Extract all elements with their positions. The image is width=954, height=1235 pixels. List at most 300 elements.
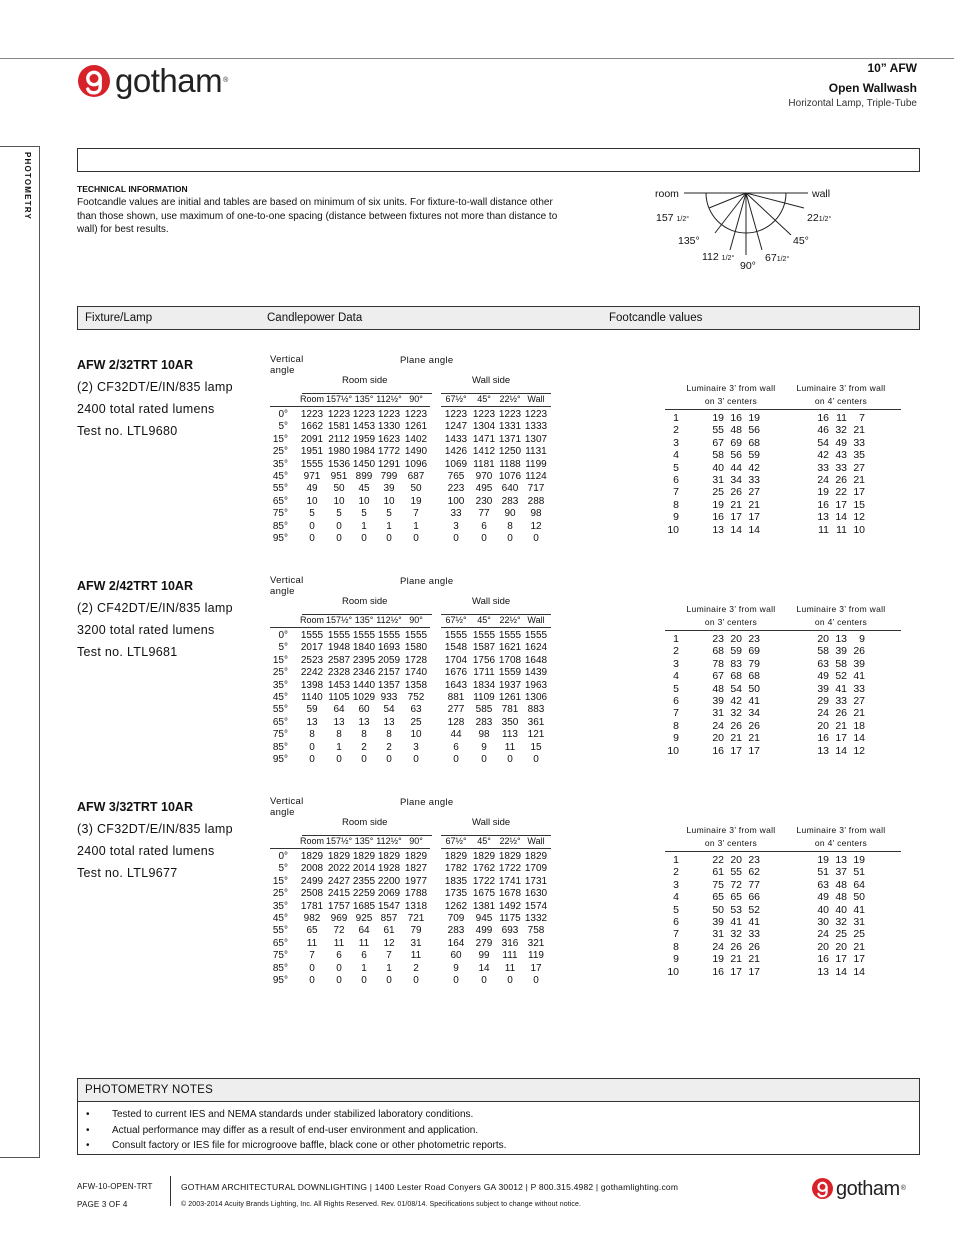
- footcandle-value: 24: [712, 719, 724, 732]
- candlepower-value: 1937: [498, 679, 522, 691]
- vertical-angle: 85°: [272, 741, 288, 753]
- column-header: 45°: [477, 394, 491, 404]
- candlepower-value: 60: [358, 704, 370, 716]
- candlepower-value: 2069: [377, 888, 401, 900]
- angle-90-label: 90°: [740, 260, 756, 272]
- header-candlepower: Candlepower Data: [267, 312, 363, 324]
- footcandle-value: 51: [853, 866, 865, 879]
- footcandle-value: 11: [836, 412, 847, 424]
- candlepower-value: 1548: [444, 642, 468, 654]
- candlepower-value: 283: [447, 925, 465, 937]
- footcandle-value: 21: [748, 732, 760, 745]
- candlepower-value: 283: [475, 716, 493, 728]
- candlepower-value: 0: [481, 754, 487, 765]
- candlepower-value: 1357: [377, 679, 401, 691]
- footcandle-value: 62: [748, 866, 760, 879]
- candlepower-value: 1829: [472, 851, 496, 862]
- candlepower-value: 1555: [352, 630, 376, 641]
- footcandle-value: 20: [730, 854, 742, 866]
- candlepower-value: 1662: [300, 421, 324, 433]
- photometry-notes: [77, 1078, 920, 1155]
- footcandle-value: 16: [817, 412, 829, 424]
- footcandle-value: 56: [748, 424, 760, 437]
- candlepower-value: 2112: [328, 433, 350, 445]
- candlepower-value: 1307: [524, 433, 548, 445]
- vertical-angle: 35°: [272, 900, 288, 912]
- footcandle-value: 17: [730, 744, 742, 757]
- candlepower-value: 11: [358, 937, 370, 949]
- footcandle-value: 50: [853, 891, 865, 904]
- candlepower-value: 277: [447, 704, 465, 716]
- candlepower-value: 1555: [300, 458, 324, 470]
- candlepower-value: 63: [410, 704, 422, 716]
- footcandle-value: 17: [853, 953, 865, 966]
- footcandle-value: 24: [817, 928, 829, 941]
- distance-value: 1: [673, 412, 679, 424]
- table-rule: [441, 848, 551, 849]
- footcandle-value: 20: [712, 732, 724, 745]
- footcandle-value: 46: [817, 424, 829, 437]
- candlepower-value: 945: [475, 913, 493, 924]
- candlepower-value: 1709: [524, 863, 548, 875]
- candlepower-value: 499: [475, 925, 493, 937]
- candlepower-value: 10: [410, 729, 422, 741]
- footcandle-value: 68: [712, 645, 724, 658]
- candlepower-table: [270, 576, 560, 776]
- footcandle-header: Luminaire 3’ from wall on 3’ centers: [686, 383, 776, 406]
- footcandle-value: 16: [712, 965, 724, 978]
- candlepower-value: 1581: [327, 421, 351, 433]
- title-block: [788, 60, 917, 110]
- angle-157-label: 157 1/2°: [656, 212, 690, 224]
- candlepower-value: 0: [361, 754, 367, 765]
- footcandle-value: 21: [748, 498, 760, 511]
- footcandle-value: 11: [818, 523, 829, 536]
- distance-value: 3: [673, 436, 679, 449]
- footcandle-value: 21: [853, 707, 865, 720]
- column-header: Room: [299, 836, 324, 846]
- candlepower-value: 9: [481, 741, 487, 753]
- footcandle-value: 26: [730, 486, 742, 499]
- candlepower-value: 971: [303, 471, 321, 482]
- footcandle-value: 14: [853, 732, 865, 745]
- candlepower-value: 1621: [498, 642, 522, 654]
- angle-67-label: 671/2°: [765, 252, 790, 264]
- candlepower-value: 11: [410, 950, 422, 962]
- candlepower-value: 1492: [498, 900, 522, 912]
- candlepower-value: 1834: [472, 679, 496, 691]
- footcandle-value: 83: [730, 657, 742, 670]
- candlepower-value: 1762: [472, 863, 496, 875]
- vertical-angle: 45°: [272, 913, 288, 924]
- candlepower-value: 2395: [352, 654, 376, 666]
- candlepower-value: 1756: [472, 654, 496, 666]
- footcandle-value: 12: [853, 511, 865, 524]
- distance-value: 4: [673, 449, 679, 462]
- footcandle-value: 24: [712, 940, 724, 953]
- distance-value: 4: [673, 891, 679, 904]
- candlepower-value: 1069: [444, 458, 468, 470]
- footcandle-value: 65: [712, 891, 724, 904]
- candlepower-value: 0: [413, 754, 419, 765]
- fixture-lamp: (2) CF42DT/E/IN/835 lamp: [77, 601, 233, 615]
- footcandle-value: 33: [853, 436, 865, 449]
- candlepower-value: 1630: [524, 888, 548, 900]
- footcandle-value: 63: [817, 878, 829, 891]
- plane-angle-label: Plane angle: [400, 797, 454, 808]
- column-header: 135°: [354, 394, 374, 404]
- candlepower-value: 361: [527, 716, 545, 728]
- footcandle-value: 40: [712, 461, 724, 474]
- footcandle-value: 21: [853, 474, 865, 486]
- footcandle-value: 50: [748, 682, 760, 695]
- candlepower-value: 59: [306, 704, 318, 716]
- distance-value: 2: [673, 645, 679, 658]
- wall-side-label: Wall side: [472, 375, 511, 386]
- candlepower-value: 0: [361, 975, 367, 986]
- candlepower-value: 0: [481, 975, 487, 986]
- column-header: Wall: [527, 394, 545, 404]
- plane-angle-label: Plane angle: [400, 355, 454, 366]
- candlepower-value: 65: [306, 925, 318, 937]
- candlepower-value: 1757: [327, 900, 351, 912]
- footcandle-value: 39: [853, 657, 865, 670]
- distance-value: 2: [673, 424, 679, 437]
- candlepower-value: 0: [309, 741, 315, 753]
- footcandle-value: 17: [748, 744, 760, 757]
- footcandle-value: 52: [835, 670, 847, 683]
- candlepower-value: 0: [453, 533, 459, 544]
- footcandle-value: 33: [853, 682, 865, 695]
- candlepower-value: 1928: [377, 863, 401, 875]
- footcandle-value: 39: [817, 682, 829, 695]
- brand-name: gotham®: [115, 62, 228, 99]
- fixture-test: Test no. LTL9680: [77, 424, 178, 438]
- footcandle-value: 42: [817, 449, 829, 462]
- candlepower-value: 1247: [444, 421, 468, 433]
- footcandle-value: 24: [817, 707, 829, 720]
- footcandle-value: 30: [817, 916, 829, 928]
- footcandle-value: 26: [853, 645, 865, 658]
- column-header: 22½°: [499, 615, 521, 625]
- candlepower-value: 1963: [524, 679, 548, 691]
- footcandle-value: 25: [835, 928, 847, 941]
- vertical-angle: 95°: [272, 975, 288, 986]
- footcandle-value: 68: [748, 436, 760, 449]
- footcandle-value: 15: [853, 498, 865, 511]
- column-header: 90°: [409, 615, 423, 625]
- candlepower-value: 1029: [352, 692, 376, 703]
- footcandle-value: 17: [730, 511, 742, 524]
- footcandle-value: 21: [853, 424, 865, 437]
- candlepower-value: 15: [530, 741, 542, 753]
- vertical-angle: 25°: [272, 888, 288, 900]
- candlepower-value: 883: [527, 704, 545, 716]
- candlepower-value: 1829: [524, 851, 548, 862]
- vertical-angle: 85°: [272, 962, 288, 974]
- candlepower-value: 495: [475, 483, 493, 495]
- candlepower-value: 5: [309, 508, 315, 520]
- candlepower-value: 49: [306, 483, 318, 495]
- candlepower-value: 1223: [352, 409, 376, 420]
- candlepower-value: 752: [407, 692, 425, 703]
- candlepower-value: 10: [383, 495, 395, 507]
- footcandle-value: 7: [859, 412, 865, 424]
- footcandle-value: 79: [748, 657, 760, 670]
- candlepower-value: 1731: [524, 875, 548, 887]
- candlepower-value: 1381: [472, 900, 496, 912]
- vertical-angle: 0°: [278, 851, 288, 862]
- candlepower-value: 1555: [377, 630, 401, 641]
- footcandle-value: 12: [853, 744, 865, 757]
- candlepower-value: 11: [306, 937, 318, 949]
- column-header: Wall: [527, 615, 545, 625]
- candlepower-value: 0: [336, 975, 342, 986]
- candlepower-value: 1555: [300, 630, 324, 641]
- candlepower-value: 1643: [444, 679, 468, 691]
- footcandle-value: 16: [712, 744, 724, 757]
- candlepower-value: 0: [386, 975, 392, 986]
- candlepower-value: 60: [450, 950, 462, 962]
- footcandle-value: 19: [748, 412, 760, 424]
- vertical-angle: 0°: [278, 409, 288, 420]
- candlepower-value: 1587: [472, 642, 496, 654]
- column-header: 90°: [409, 394, 423, 404]
- blank-box: [77, 148, 920, 172]
- candlepower-value: 8: [507, 520, 513, 532]
- vertical-angle: 15°: [272, 875, 288, 887]
- vertical-angle: 75°: [272, 729, 288, 741]
- candlepower-value: 1131: [525, 446, 547, 458]
- candlepower-value: 0: [336, 533, 342, 544]
- candlepower-value: 1984: [352, 446, 376, 458]
- candlepower-value: 12: [383, 937, 395, 949]
- candlepower-value: 0: [507, 975, 513, 986]
- technical-information: [77, 184, 567, 237]
- candlepower-value: 5: [336, 508, 342, 520]
- candlepower-value: 0: [413, 975, 419, 986]
- footcandle-value: 26: [730, 940, 742, 953]
- candlepower-value: 2508: [300, 888, 324, 900]
- footcandle-value: 13: [817, 511, 829, 524]
- candlepower-value: 111: [502, 950, 518, 962]
- footcandle-value: 19: [817, 486, 829, 499]
- column-header: 157½°: [325, 394, 353, 404]
- footcandle-value: 33: [835, 461, 847, 474]
- candlepower-value: 1181: [473, 458, 495, 470]
- footcandle-value: 39: [835, 645, 847, 658]
- column-header: 22½°: [499, 394, 521, 404]
- footcandle-value: 59: [748, 449, 760, 462]
- room-side-label: Room side: [342, 817, 388, 828]
- footcandle-value: 78: [712, 657, 724, 670]
- candlepower-value: 1188: [499, 458, 521, 470]
- footcandle-value: 14: [835, 511, 847, 524]
- plane-angle-label: Plane angle: [400, 576, 454, 587]
- footcandle-header: Luminaire 3’ from wall on 4’ centers: [796, 825, 886, 848]
- candlepower-value: 0: [386, 533, 392, 544]
- candlepower-value: 1676: [444, 667, 468, 679]
- footcandle-value: 19: [712, 953, 724, 966]
- candlepower-value: 119: [528, 950, 544, 962]
- product-subtitle: Horizontal Lamp, Triple-Tube: [788, 98, 917, 109]
- distance-value: 4: [673, 670, 679, 683]
- distance-value: 3: [673, 657, 679, 670]
- wall-label: wall: [812, 188, 831, 200]
- footcandle-value: 69: [748, 645, 760, 658]
- candlepower-value: 1740: [404, 667, 428, 679]
- footcandle-table: [665, 589, 905, 779]
- footcandle-value: 26: [748, 719, 760, 732]
- candlepower-value: 0: [361, 533, 367, 544]
- candlepower-value: 33: [450, 508, 462, 520]
- fixture-lumens: 2400 total rated lumens: [77, 402, 215, 416]
- vertical-angle: 5°: [278, 863, 288, 875]
- candlepower-value: 3: [453, 520, 459, 532]
- footcandle-value: 31: [853, 916, 865, 928]
- plane-angle-diagram: [640, 182, 850, 274]
- vertical-angle: 45°: [272, 692, 288, 703]
- distance-value: 10: [667, 744, 679, 757]
- footcandle-value: 27: [853, 695, 865, 707]
- vertical-angle: 35°: [272, 458, 288, 470]
- candlepower-value: 2: [413, 962, 419, 974]
- footcandle-value: 63: [817, 657, 829, 670]
- table-header-bar: [77, 306, 920, 330]
- candlepower-value: 1105: [328, 692, 350, 703]
- footer-company: [181, 1178, 678, 1214]
- candlepower-value: 925: [355, 913, 373, 924]
- candlepower-value: 2328: [327, 667, 351, 679]
- column-header: 157½°: [325, 615, 353, 625]
- candlepower-value: 1829: [444, 851, 468, 862]
- footcandle-value: 16: [712, 511, 724, 524]
- vertical-angle: 55°: [272, 704, 288, 716]
- gotham-g-mark-icon: [78, 65, 110, 97]
- candlepower-value: 2427: [327, 875, 351, 887]
- wall-side-label: Wall side: [472, 596, 511, 607]
- footcandle-value: 59: [730, 645, 742, 658]
- footcandle-value: 21: [730, 953, 742, 966]
- candlepower-value: 1199: [525, 458, 547, 470]
- candlepower-value: 316: [501, 937, 519, 949]
- candlepower-value: 7: [386, 950, 392, 962]
- candlepower-value: 1829: [300, 851, 324, 862]
- vertical-angle: 95°: [272, 754, 288, 765]
- column-header: 22½°: [499, 836, 521, 846]
- table-rule: [270, 627, 430, 628]
- distance-value: 1: [673, 854, 679, 866]
- header-divider: [0, 58, 954, 59]
- candlepower-value: 640: [501, 483, 519, 495]
- distance-value: 5: [673, 682, 679, 695]
- candlepower-value: 8: [309, 729, 315, 741]
- candlepower-value: 1948: [327, 642, 351, 654]
- footcandle-value: 32: [835, 916, 847, 928]
- candlepower-value: 1555: [498, 630, 522, 641]
- footcandle-value: 13: [835, 633, 847, 645]
- footcandle-value: 41: [853, 670, 865, 683]
- footcandle-value: 21: [730, 498, 742, 511]
- footcandle-value: 14: [730, 523, 742, 536]
- candlepower-value: 31: [410, 937, 422, 949]
- candlepower-value: 1109: [473, 692, 495, 703]
- candlepower-value: 1426: [444, 446, 468, 458]
- column-header: 157½°: [325, 836, 353, 846]
- distance-value: 8: [673, 940, 679, 953]
- footcandle-value: 17: [853, 486, 865, 499]
- footcandle-value: 24: [817, 474, 829, 486]
- candlepower-value: 2355: [352, 875, 376, 887]
- vertical-angle: 75°: [272, 508, 288, 520]
- footcandle-value: 33: [817, 461, 829, 474]
- vertical-angle-label: Vertical angle: [270, 354, 304, 376]
- footcandle-value: 52: [748, 903, 760, 916]
- candlepower-value: 1223: [444, 409, 468, 420]
- footer-page: PAGE 3 OF 4: [77, 1200, 128, 1209]
- footer-copyright: © 2003-2014 Acuity Brands Lighting, Inc. All Rights Reserved. Rev. 01/08/14. Specifications subject to change without notice.: [181, 1201, 582, 1208]
- candlepower-value: 1741: [498, 875, 522, 887]
- candlepower-value: 1291: [377, 458, 401, 470]
- candlepower-value: 50: [333, 483, 345, 495]
- candlepower-value: 13: [383, 716, 395, 728]
- footcandle-value: 53: [730, 903, 742, 916]
- table-rule: [270, 406, 430, 407]
- candlepower-value: 1453: [327, 679, 351, 691]
- footcandle-value: 35: [853, 449, 865, 462]
- footcandle-value: 66: [748, 891, 760, 904]
- distance-value: 5: [673, 903, 679, 916]
- table-rule: [665, 630, 901, 631]
- candlepower-value: 0: [453, 975, 459, 986]
- candlepower-value: 6: [481, 520, 487, 532]
- footcandle-value: 61: [712, 866, 724, 879]
- candlepower-table: [270, 355, 560, 555]
- candlepower-value: 1574: [524, 900, 548, 912]
- candlepower-value: 1223: [377, 409, 401, 420]
- candlepower-value: 10: [358, 495, 370, 507]
- candlepower-value: 1333: [524, 421, 548, 433]
- candlepower-value: 693: [501, 925, 519, 937]
- vertical-angle: 55°: [272, 925, 288, 937]
- vertical-angle: 65°: [272, 937, 288, 949]
- candlepower-value: 1412: [472, 446, 496, 458]
- candlepower-value: 230: [475, 495, 493, 507]
- candlepower-value: 1772: [377, 446, 401, 458]
- candlepower-value: 2242: [300, 667, 324, 679]
- product-name: Open Wallwash: [828, 81, 917, 95]
- candlepower-value: 1555: [444, 630, 468, 641]
- column-header: 67½°: [445, 615, 467, 625]
- candlepower-value: 899: [355, 471, 373, 482]
- footcandle-value: 27: [853, 461, 865, 474]
- gotham-logo-footer: [812, 1178, 905, 1199]
- candlepower-value: 1536: [327, 458, 351, 470]
- candlepower-value: 0: [413, 533, 419, 544]
- note-item: • Tested to current IES and NEMA standards under stabilized laboratory conditions.: [84, 1107, 919, 1123]
- candlepower-value: 1840: [352, 642, 376, 654]
- footcandle-value: 77: [748, 878, 760, 891]
- candlepower-value: 1555: [327, 630, 351, 641]
- candlepower-value: 13: [333, 716, 345, 728]
- fixture-title: AFW 3/32TRT 10AR: [77, 800, 193, 814]
- vertical-angle: 5°: [278, 642, 288, 654]
- candlepower-value: 2014: [352, 863, 376, 875]
- candlepower-value: 5: [386, 508, 392, 520]
- candlepower-value: 1708: [498, 654, 522, 666]
- candlepower-value: 1829: [404, 851, 428, 862]
- candlepower-value: 585: [475, 704, 493, 716]
